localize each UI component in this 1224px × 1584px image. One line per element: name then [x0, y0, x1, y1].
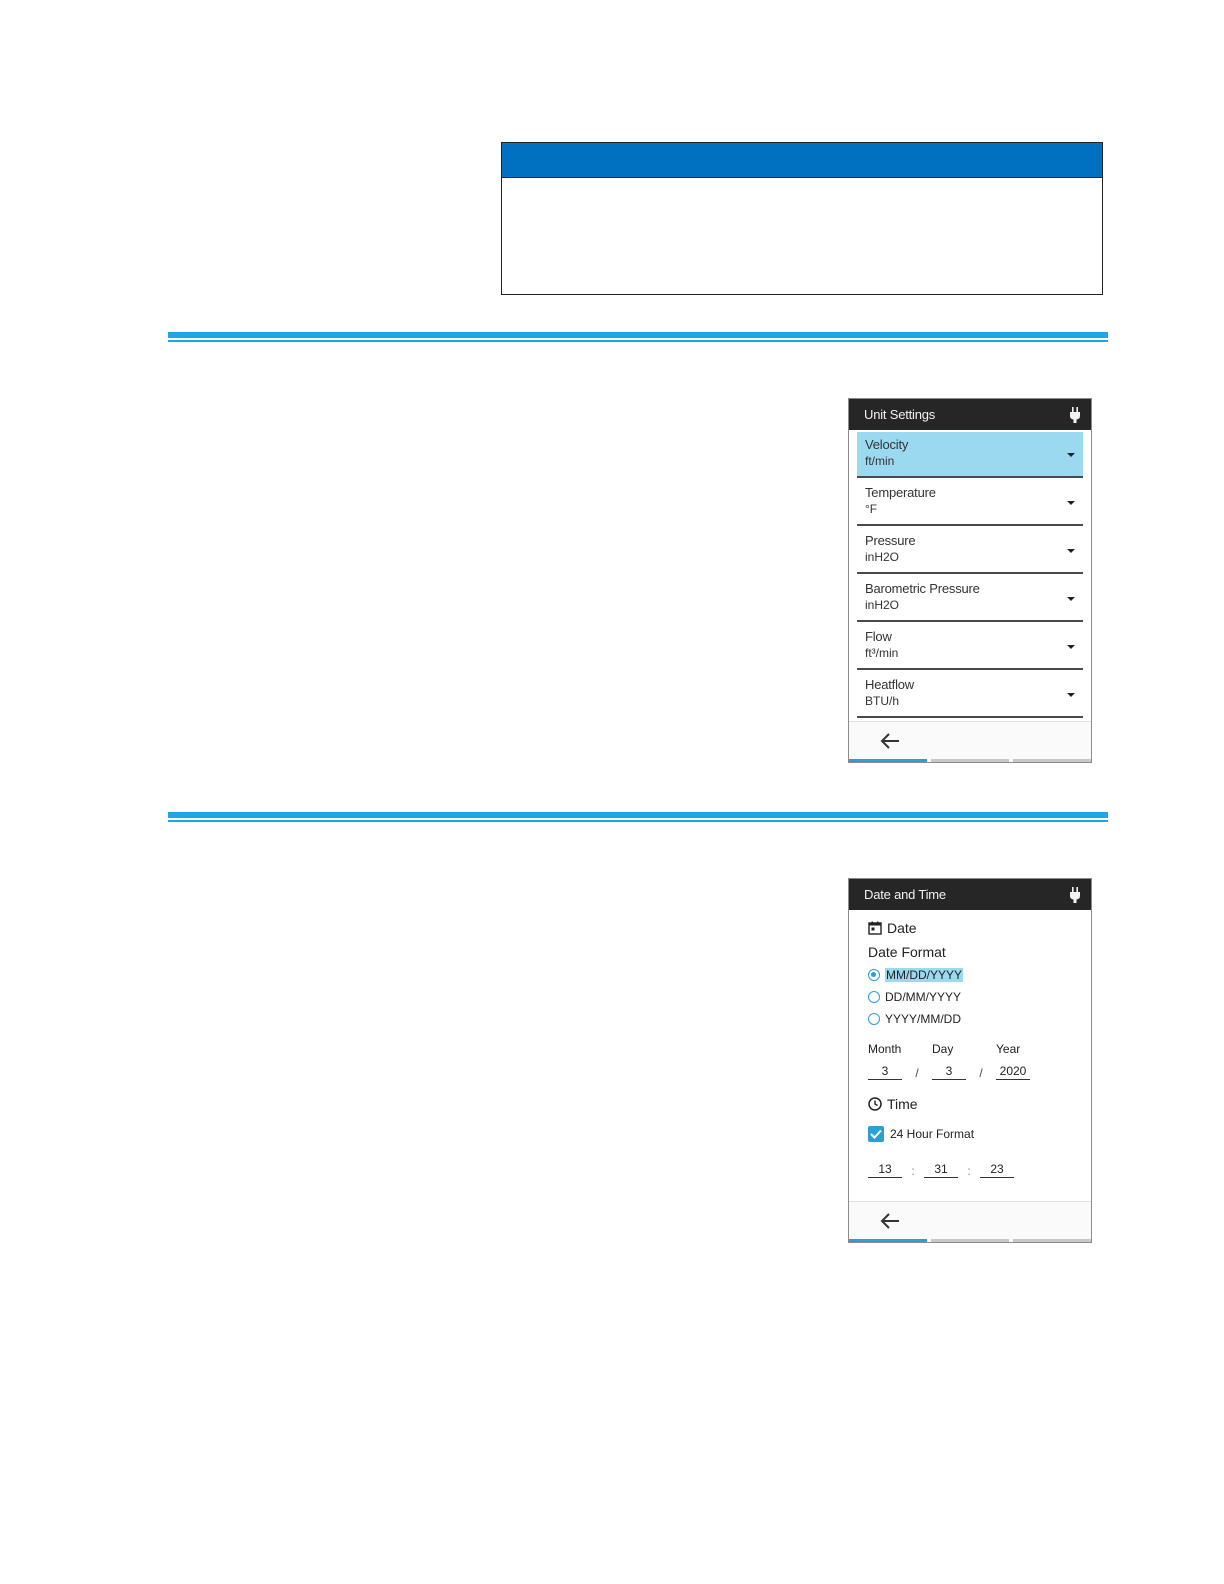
unit-value: inH2O [865, 550, 900, 564]
clock-icon [868, 1097, 882, 1111]
date-separator: / [915, 1066, 919, 1080]
unit-value: inH2O [865, 598, 900, 612]
radio-button[interactable] [868, 1013, 880, 1025]
unit-settings-screen [848, 398, 1092, 763]
unit-value: °F [865, 502, 878, 516]
radio-label: DD/MM/YYYY [885, 990, 962, 1004]
radio-label: YYYY/MM/DD [885, 1012, 962, 1026]
dropdown-caret-icon [1067, 693, 1075, 697]
date-time-screen [848, 878, 1092, 1243]
section-divider [168, 812, 1108, 822]
plug-icon [1069, 887, 1081, 903]
radio-label: MM/DD/YYYY [886, 968, 963, 982]
tab-indicator [931, 1239, 1009, 1242]
day-label: Day [932, 1042, 954, 1056]
tab-indicator [1013, 759, 1091, 762]
day-input[interactable]: 3 [932, 1064, 966, 1080]
unit-label: Velocity [865, 437, 909, 452]
dropdown-caret-icon [1067, 597, 1075, 601]
checkmark-icon [870, 1129, 882, 1139]
radio-button[interactable] [868, 991, 880, 1003]
dropdown-caret-icon [1067, 645, 1075, 649]
tab-indicator [931, 759, 1009, 762]
radio-button[interactable] [868, 969, 880, 981]
dropdown-caret-icon [1067, 549, 1075, 553]
year-label: Year [996, 1042, 1021, 1056]
hour-format-checkbox[interactable] [868, 1126, 884, 1142]
date-section-label: Date [887, 920, 917, 936]
back-arrow-icon[interactable] [879, 1212, 901, 1230]
month-label: Month [868, 1042, 902, 1056]
back-arrow-icon[interactable] [879, 732, 901, 750]
date-format-option[interactable] [868, 1008, 1091, 1030]
calendar-icon [868, 921, 882, 935]
date-format-title: Date Format [868, 944, 946, 960]
hour-format-option[interactable] [868, 1124, 1091, 1144]
screen-footer [849, 721, 1091, 762]
date-fields [868, 1062, 1091, 1080]
time-separator: : [911, 1164, 915, 1178]
year-input[interactable]: 2020 [996, 1064, 1030, 1080]
section-divider [168, 332, 1108, 342]
dropdown-caret-icon [1067, 501, 1075, 505]
hour-input[interactable]: 13 [868, 1162, 902, 1178]
date-field-labels [868, 1042, 1091, 1058]
date-time-body [849, 910, 1091, 1178]
unit-item-barometric-pressure[interactable] [857, 576, 1083, 622]
date-separator: / [979, 1066, 983, 1080]
unit-item-temperature[interactable] [857, 480, 1083, 526]
unit-item-velocity[interactable] [857, 432, 1083, 478]
time-separator: : [967, 1164, 971, 1178]
minute-input[interactable]: 31 [924, 1162, 958, 1178]
screen-title: Date and Time [864, 887, 946, 902]
tab-indicator-active [849, 759, 927, 762]
unit-label: Flow [865, 629, 892, 644]
note-header-bar [502, 143, 1102, 178]
unit-value: ft³/min [865, 646, 899, 660]
unit-item-pressure[interactable] [857, 528, 1083, 574]
tab-indicator [1013, 1239, 1091, 1242]
unit-label: Barometric Pressure [865, 581, 980, 596]
date-section-heading [868, 918, 1091, 938]
plug-icon [1069, 407, 1081, 423]
screen-header [849, 399, 1091, 430]
note-box [501, 142, 1103, 295]
time-fields [868, 1160, 1091, 1178]
unit-label: Heatflow [865, 677, 914, 692]
hour-format-label: 24 Hour Format [890, 1127, 975, 1141]
screen-title: Unit Settings [864, 407, 936, 422]
month-input[interactable]: 3 [868, 1064, 902, 1080]
unit-label: Temperature [865, 485, 936, 500]
unit-item-flow[interactable] [857, 624, 1083, 670]
date-format-option[interactable] [868, 986, 1091, 1008]
unit-item-heatflow[interactable] [857, 672, 1083, 718]
unit-value: BTU/h [865, 694, 900, 708]
time-section-heading [868, 1094, 1091, 1114]
date-format-option[interactable] [868, 964, 1091, 986]
tab-indicator-active [849, 1239, 927, 1242]
unit-label: Pressure [865, 533, 916, 548]
time-section-label: Time [887, 1096, 918, 1112]
second-input[interactable]: 23 [980, 1162, 1014, 1178]
screen-header [849, 879, 1091, 910]
unit-list [849, 430, 1091, 718]
dropdown-caret-icon [1067, 453, 1075, 457]
unit-value: ft/min [865, 454, 895, 468]
screen-footer [849, 1201, 1091, 1242]
